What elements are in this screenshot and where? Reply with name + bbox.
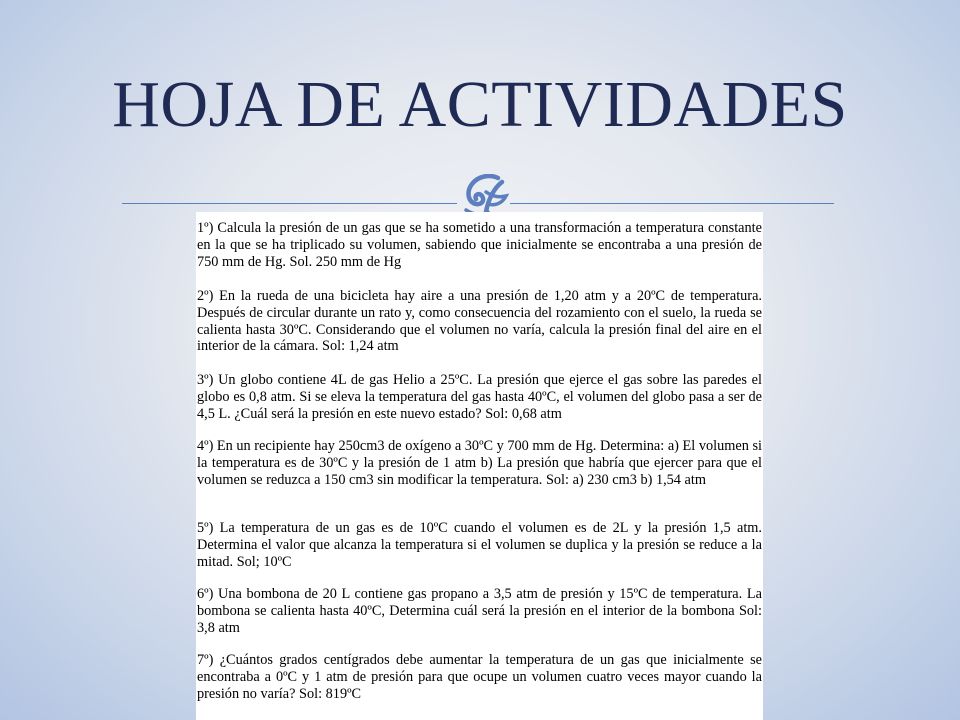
activity-sheet [196,212,763,720]
title-divider-left [122,203,457,204]
page-title: HOJA DE ACTIVIDADES [112,68,848,141]
title-divider-right [510,203,834,204]
exercise-4: 4º) En un recipiente hay 250cm3 de oxígeno a 30ºC y 700 mm de Hg. Determina: a) El volumen si la temperatura es de 30ºC y la presión de 1 atm b) La presión que habría que ejercer para que el volumen se reduzca a 150 cm3 sin modificar la temperatura. Sol: a) 230 cm3 b) 1,54 atm [197,438,762,488]
exercise-5: 5º) La temperatura de un gas es de 10ºC cuando el volumen es de 2L y la presión 1,5 atm. Determina el valor que alcanza la temperatura si el volumen se duplica y la presión se reduce a la mitad. Sol; 10ºC [197,520,762,570]
exercise-3: 3º) Un globo contiene 4L de gas Helio a 25ºC. La presión que ejerce el gas sobre las paredes el globo es 0,8 atm. Si se eleva la temperatura del gas hasta 40ºC, el volumen del globo pasa a ser de 4,5 L. ¿Cuál será la presión en este nuevo estado? Sol: 0,68 atm [197,372,762,422]
exercise-6: 6º) Una bombona de 20 L contiene gas propano a 3,5 atm de presión y 15ºC de temperatura. La bombona se calienta hasta 40ºC, Determina cuál será la presión en el interior de la bombona Sol: 3,8 atm [197,586,762,636]
exercise-2: 2º) En la rueda de una bicicleta hay aire a una presión de 1,20 atm y a 20ºC de temperatura. Después de circular durante un rato y, como consecuencia del rozamiento con el suelo, la rueda se calienta hasta 30ºC. Considerando que el volumen no varía, calcula la presión final del aire en el interior de la cámara. Sol: 1,24 atm [197,288,762,355]
exercise-7: 7º) ¿Cuántos grados centígrados debe aumentar la temperatura de un gas que inicialmente se encontraba a 0ºC y 1 atm de presión para que ocupe un volumen cuatro veces mayor cuando la presión no varía? Sol: 819ºC [197,652,762,702]
exercise-1: 1º) Calcula la presión de un gas que se ha sometido a una transformación a temperatura constante en la que se ha triplicado su volumen, sabiendo que inicialmente se encontraba a una presión de 750 mm de Hg. Sol. 250 mm de Hg [197,220,762,270]
